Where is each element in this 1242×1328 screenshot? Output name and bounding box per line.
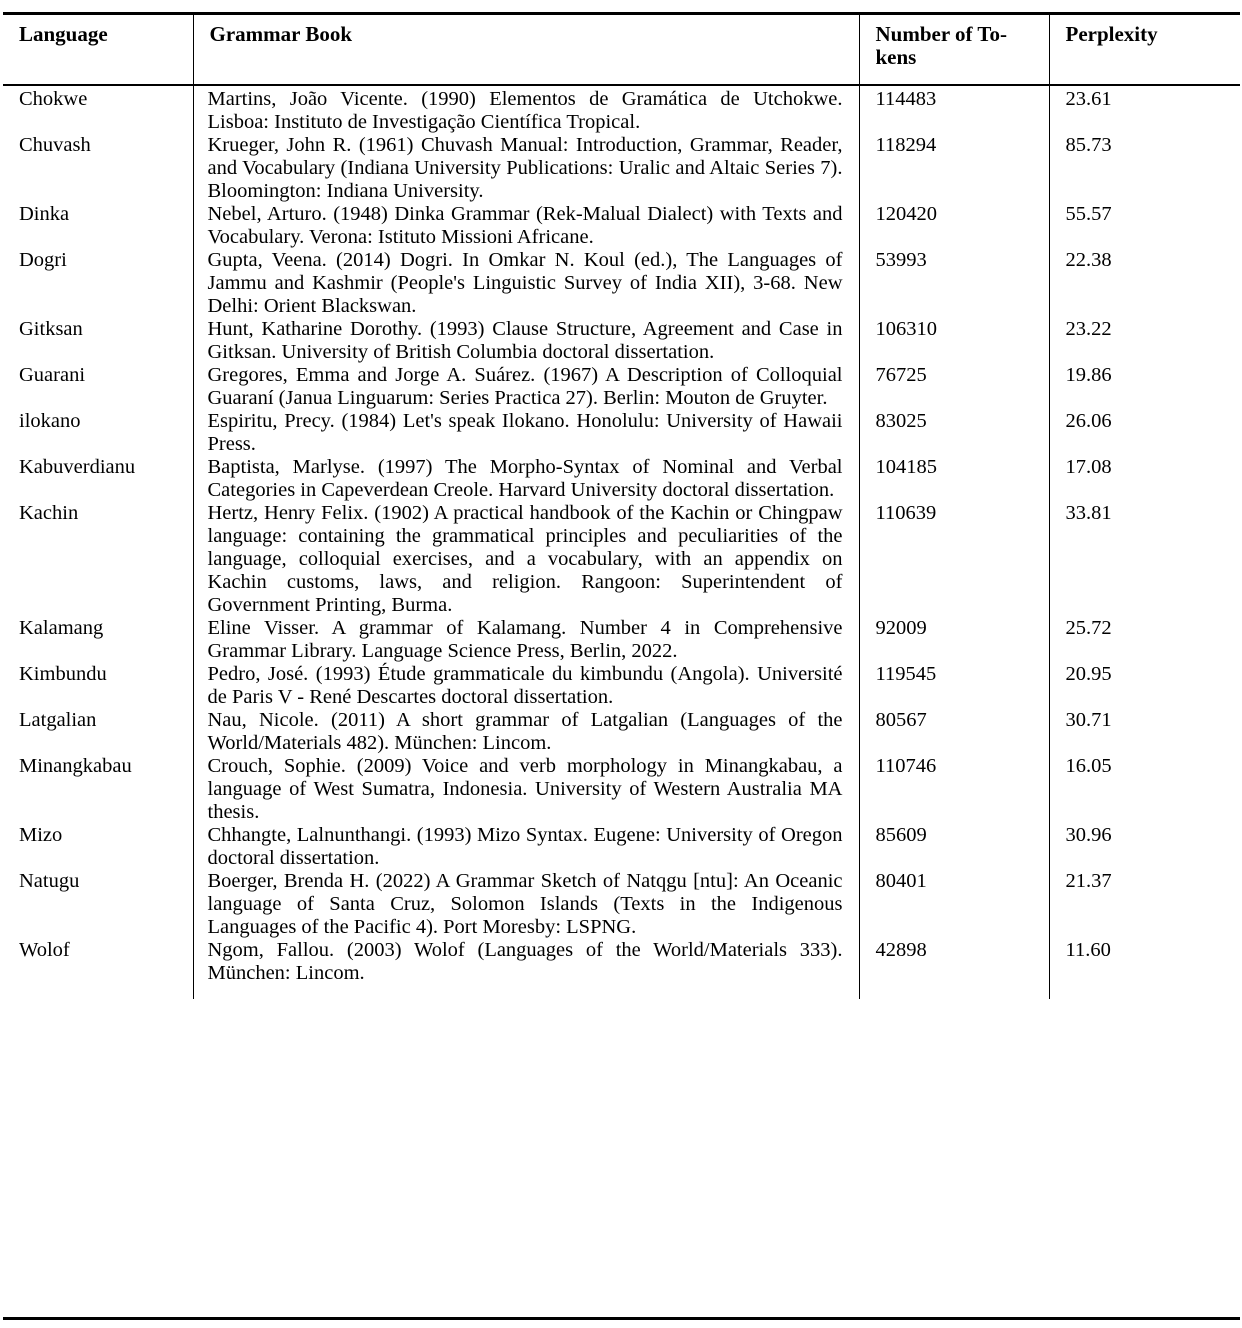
cell-language: Gitksan xyxy=(19,318,83,340)
table-row xyxy=(3,364,1240,410)
cell-number-of-tokens: 110746 xyxy=(859,755,1049,824)
cell-perplexity: 23.61 xyxy=(1049,76,1240,134)
cell-language: Chuvash xyxy=(19,134,91,156)
cell-number-of-tokens: 92009 xyxy=(859,617,1049,663)
table-row xyxy=(3,502,1240,617)
header-perplexity: Perplexity xyxy=(1049,15,1240,76)
cell-grammar-book: Eline Visser. A grammar of Kalamang. Number 4 in Comprehensive Grammar Library. Language Science Press, Berlin, 2022. xyxy=(193,617,859,663)
cell-grammar-book: Crouch, Sophie. (2009) Voice and verb morphology in Minangkabau, a language of West Sumatra, Indonesia. University of Western Australia MA thesis. xyxy=(193,755,859,824)
cell-language: Kabuverdianu xyxy=(19,456,136,478)
cell-number-of-tokens: 104185 xyxy=(859,456,1049,502)
cell-language: Dinka xyxy=(19,203,70,225)
cell-language: Minangkabau xyxy=(19,755,132,777)
table-row xyxy=(3,249,1240,318)
cell-language: Kalamang xyxy=(19,617,104,639)
cell-number-of-tokens: 80567 xyxy=(859,709,1049,755)
cell-number-of-tokens: 106310 xyxy=(859,318,1049,364)
table-row xyxy=(3,456,1240,502)
cell-number-of-tokens: 80401 xyxy=(859,870,1049,939)
cell-grammar-book: Chhangte, Lalnunthangi. (1993) Mizo Syntax. Eugene: University of Oregon doctoral dissertation. xyxy=(193,824,859,870)
cell-language: Kimbundu xyxy=(19,663,107,685)
cell-language: Wolof xyxy=(19,939,70,961)
cell-language: ilokano xyxy=(19,410,81,432)
cell-language: Latgalian xyxy=(19,709,97,731)
cell-language: Kachin xyxy=(19,502,79,524)
grammar-book-table xyxy=(3,15,1240,999)
cell-language: Guarani xyxy=(19,364,86,386)
cell-perplexity: 21.37 xyxy=(1049,870,1240,939)
cell-grammar-book: Pedro, José. (1993) Étude grammaticale du kimbundu (Angola). Université de Paris V - René Descartes doctoral dissertation. xyxy=(193,663,859,709)
cell-perplexity: 30.96 xyxy=(1049,824,1240,870)
cell-number-of-tokens: 85609 xyxy=(859,824,1049,870)
cell-perplexity: 17.08 xyxy=(1049,456,1240,502)
header-grammar-book: Grammar Book xyxy=(193,15,859,76)
cell-number-of-tokens: 42898 xyxy=(859,939,1049,999)
cell-grammar-book: Krueger, John R. (1961) Chuvash Manual: Introduction, Grammar, Reader, and Vocabulary (Indiana University Publications: Uralic and Altaic Series 7). Bloomington: Indiana University. xyxy=(193,134,859,203)
cell-language: Natugu xyxy=(19,870,80,892)
cell-number-of-tokens: 120420 xyxy=(859,203,1049,249)
cell-grammar-book: Gupta, Veena. (2014) Dogri. In Omkar N. Koul (ed.), The Languages of Jammu and Kashmir (People's Linguistic Survey of India XII), 3-68. New Delhi: Orient Blackswan. xyxy=(193,249,859,318)
cell-language: Mizo xyxy=(19,824,63,846)
cell-language: Chokwe xyxy=(19,88,88,110)
cell-perplexity: 26.06 xyxy=(1049,410,1240,456)
table-row xyxy=(3,203,1240,249)
cell-number-of-tokens: 110639 xyxy=(859,502,1049,617)
table-row xyxy=(3,709,1240,755)
table-row xyxy=(3,318,1240,364)
table-row xyxy=(3,134,1240,203)
table-row xyxy=(3,939,1240,999)
cell-number-of-tokens: 114483 xyxy=(859,76,1049,134)
cell-perplexity: 25.72 xyxy=(1049,617,1240,663)
cell-grammar-book: Hertz, Henry Felix. (1902) A practical handbook of the Kachin or Chingpaw language: containing the grammatical principles and peculiarities of the language, colloquial exercises, and a vocabulary, with an appendix on Kachin customs, laws, and religion. Rangoon: Superintendent of Government Printing, Burma. xyxy=(193,502,859,617)
cell-perplexity: 55.57 xyxy=(1049,203,1240,249)
table-body xyxy=(3,76,1240,999)
cell-perplexity: 16.05 xyxy=(1049,755,1240,824)
cell-grammar-book: Boerger, Brenda H. (2022) A Grammar Sketch of Natqgu [ntu]: An Oceanic language of Santa Cruz, Solomon Islands (Texts in the Indigenous Languages of the Pacific 4). Port Moresby: LSPNG. xyxy=(193,870,859,939)
table-row xyxy=(3,410,1240,456)
cell-grammar-book: Martins, João Vicente. (1990) Elementos de Gramática de Utchokwe. Lisboa: Instituto de Investigação Científica Tropical. xyxy=(193,76,859,134)
cell-number-of-tokens: 119545 xyxy=(859,663,1049,709)
header-language: Language xyxy=(19,22,108,46)
cell-grammar-book: Hunt, Katharine Dorothy. (1993) Clause Structure, Agreement and Case in Gitksan. University of British Columbia doctoral dissertation. xyxy=(193,318,859,364)
cell-number-of-tokens: 76725 xyxy=(859,364,1049,410)
table-row xyxy=(3,617,1240,663)
cell-perplexity: 19.86 xyxy=(1049,364,1240,410)
table-header xyxy=(3,15,1240,76)
cell-grammar-book: Ngom, Fallou. (2003) Wolof (Languages of the World/Materials 333). München: Lincom. xyxy=(193,939,859,999)
table-row xyxy=(3,76,1240,134)
cell-grammar-book: Nebel, Arturo. (1948) Dinka Grammar (Rek-Malual Dialect) with Texts and Vocabulary. Verona: Istituto Missioni Africane. xyxy=(193,203,859,249)
cell-language: Dogri xyxy=(19,249,67,271)
table-row xyxy=(3,824,1240,870)
cell-perplexity: 22.38 xyxy=(1049,249,1240,318)
cell-perplexity: 20.95 xyxy=(1049,663,1240,709)
cell-perplexity: 33.81 xyxy=(1049,502,1240,617)
cell-number-of-tokens: 83025 xyxy=(859,410,1049,456)
cell-perplexity: 30.71 xyxy=(1049,709,1240,755)
table-row xyxy=(3,755,1240,824)
cell-perplexity: 23.22 xyxy=(1049,318,1240,364)
cell-grammar-book: Gregores, Emma and Jorge A. Suárez. (1967) A Description of Colloquial Guaraní (Janua Linguarum: Series Practica 27). Berlin: Mouton de Gruyter. xyxy=(193,364,859,410)
cell-number-of-tokens: 118294 xyxy=(859,134,1049,203)
header-number-of-tokens: Number of To- kens xyxy=(859,15,1049,76)
cell-grammar-book: Baptista, Marlyse. (1997) The Morpho-Syntax of Nominal and Verbal Categories in Capeverdean Creole. Harvard University doctoral dissertation. xyxy=(193,456,859,502)
cell-grammar-book: Espiritu, Precy. (1984) Let's speak Ilokano. Honolulu: University of Hawaii Press. xyxy=(193,410,859,456)
table-row xyxy=(3,663,1240,709)
cell-number-of-tokens: 53993 xyxy=(859,249,1049,318)
cell-perplexity: 85.73 xyxy=(1049,134,1240,203)
table-row xyxy=(3,870,1240,939)
cell-perplexity: 11.60 xyxy=(1049,939,1240,999)
cell-grammar-book: Nau, Nicole. (2011) A short grammar of Latgalian (Languages of the World/Materials 482). München: Lincom. xyxy=(193,709,859,755)
table-bottom-rule xyxy=(3,1317,1240,1320)
